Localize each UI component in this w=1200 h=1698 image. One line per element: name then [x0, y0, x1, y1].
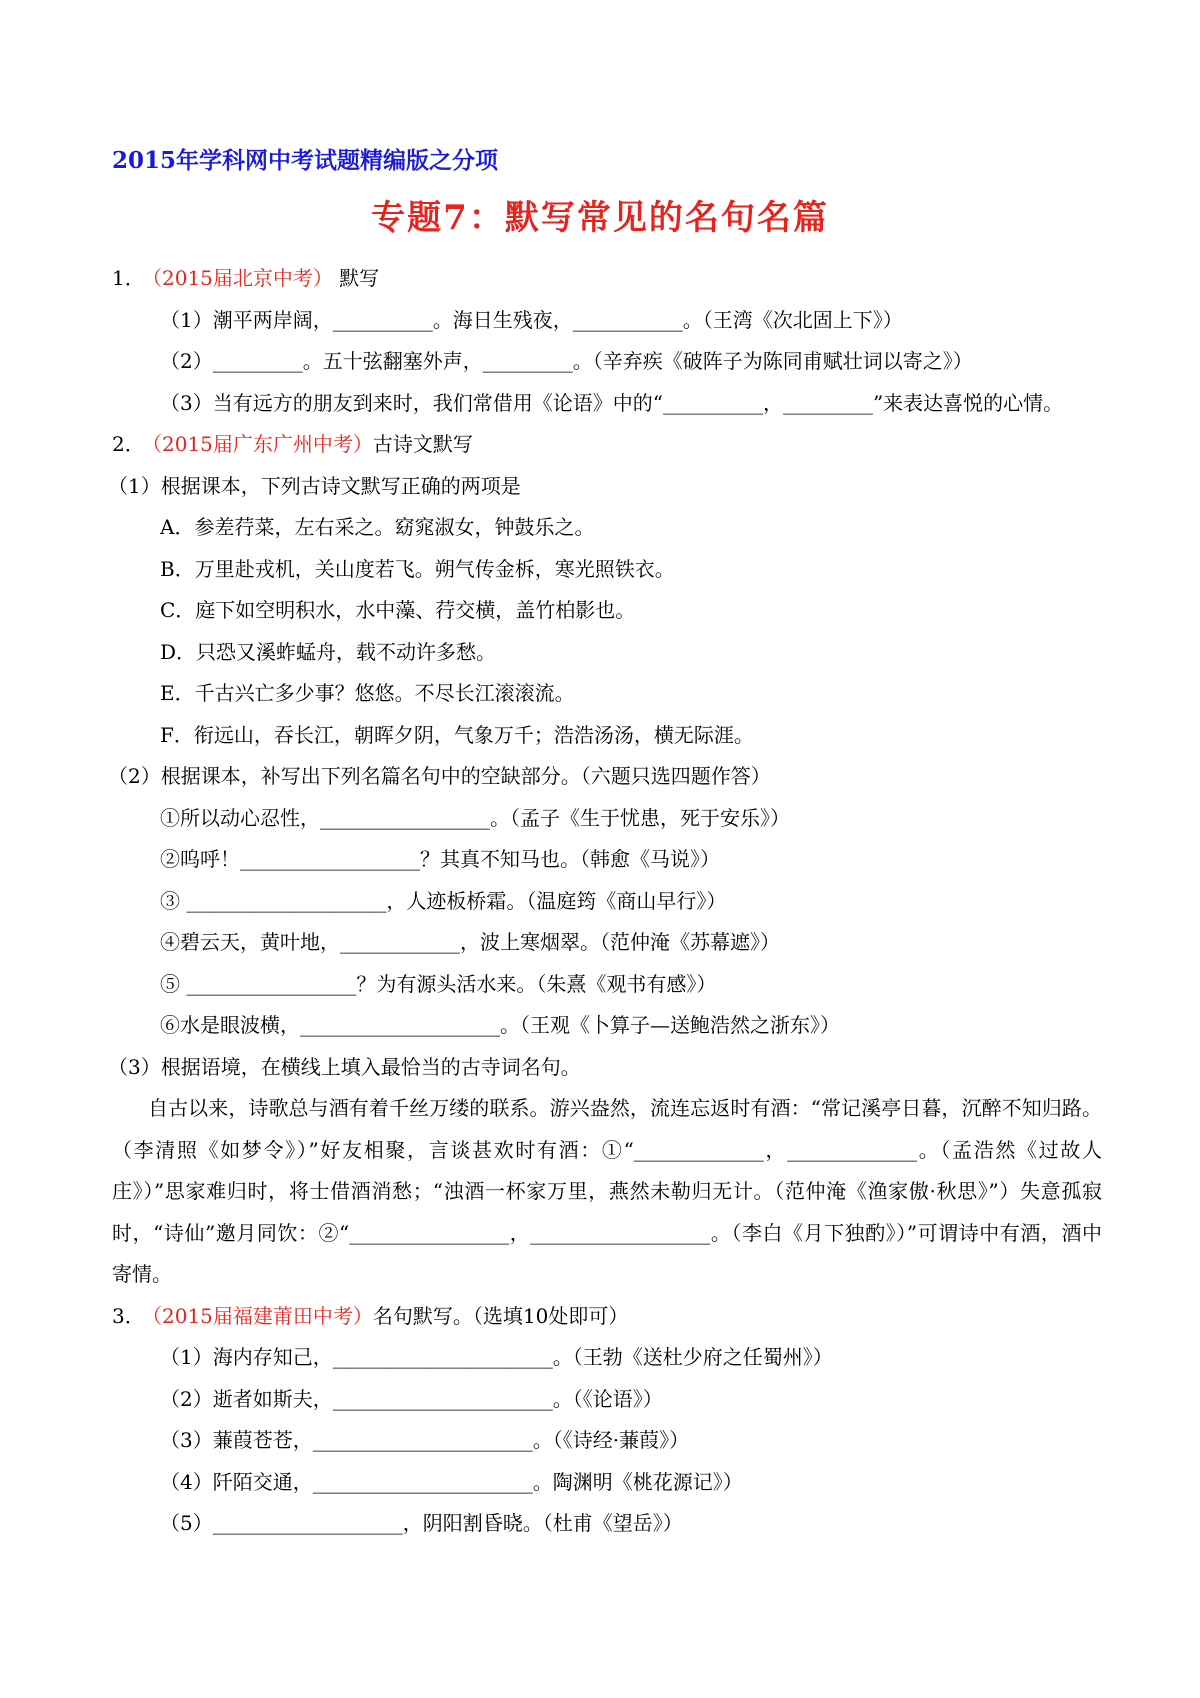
question-2-part2-intro: （2）根据课本，补写出下列名篇名句中的空缺部分。（六题只选四题作答） [108, 764, 771, 788]
question-source: （2015届北京中考） [142, 266, 333, 290]
option-a: A．参差荇菜，左右采之。窈窕淑女，钟鼓乐之。 [160, 515, 595, 539]
question-1-item: （1）潮平两岸阔，__________。海日生残夜，___________。（王湾《次北固上下》） [160, 307, 903, 332]
question-2-heading [112, 424, 1102, 466]
question-type: 古诗文默写 [372, 432, 473, 456]
fill-item: ③ ____________________，人迹板桥霜。（温庭筠《商山早行》） [160, 888, 727, 913]
fill-item: ①所以动心忍性，_________________。（孟子《生于忧患，死于安乐》） [160, 805, 790, 830]
fill-item: ⑥水是眼波横，____________________。（王观《卜算子—送鲍浩然之浙东》） [160, 1013, 840, 1037]
question-2-part1-intro: （1）根据课本，下列古诗文默写正确的两项是 [108, 473, 521, 498]
question-3-item: （2）逝者如斯夫，______________________。（《论语》） [160, 1386, 663, 1411]
question-number: 2． [112, 432, 145, 456]
option-f: F．衔远山，吞长江，朝晖夕阴，气象万千；浩浩汤汤，横无际涯。 [160, 722, 754, 747]
question-2-part3-intro: （3）根据语境，在横线上填入最恰当的古寺词名句。 [108, 1054, 581, 1079]
question-content [108, 258, 1102, 1545]
question-1-item: （2）_________。五十弦翻塞外声，_________。（辛弃疾《破阵子为陈同甫赋壮词以寄之》） [160, 349, 973, 373]
question-3-heading [112, 1296, 1102, 1338]
fill-item: ⑤ _________________？为有源头活水来。（朱熹《观书有感》） [160, 971, 717, 996]
question-number: 1． [112, 266, 145, 290]
option-d: D．只恐又溪蚱蜢舟，载不动许多愁。 [160, 639, 497, 664]
series-header: 2015年学科网中考试题精编版之分项 [112, 147, 499, 174]
question-1-heading [112, 258, 1102, 300]
option-b: B．万里赴戎机，关山度若飞。朔气传金柝，寒光照铁衣。 [160, 556, 675, 581]
question-3-item: （4）阡陌交通，______________________。陶渊明《桃花源记》） [160, 1469, 743, 1494]
question-source: （2015届广东广州中考） [142, 432, 373, 456]
question-3-item: （1）海内存知己，______________________。（王勃《送杜少府之任蜀州》） [160, 1345, 833, 1369]
question-3-item: （3）蒹葭苍苍，______________________。（《诗经·蒹葭》） [160, 1428, 690, 1452]
question-number: 3． [112, 1303, 145, 1328]
question-3-item: （5）___________________，阴阳割昏晓。（杜甫《望岳》） [160, 1511, 683, 1535]
option-e: E．千古兴亡多少事？悠悠。不尽长江滚滚流。 [160, 681, 575, 705]
question-2-part3-paragraph: 自古以来，诗歌总与酒有着千丝万缕的联系。游兴盎然，流连忘返时有酒：“常记溪亭日暮，沉醉不知归路。（李清照《如梦令》）”好友相聚，言谈甚欢时有酒：①“_____________，_____________。（孟浩然《过故人庄》）”思家难归时，将士借酒消愁；“浊酒一杯家万里，燕然未勒归无计。（范仲淹《渔家傲·秋思》”）失意孤寂时，“诗仙”邀月同饮：②“________________，__________________。（李白《月下独酌》）”可谓诗中有酒，酒中寄情。 [112, 1096, 1102, 1286]
question-type: 名句默写。（选填10处即可） [372, 1303, 629, 1328]
option-c: C．庭下如空明积水，水中藻、荇交横，盖竹柏影也。 [160, 598, 636, 622]
question-type: 默写 [332, 266, 380, 290]
fill-item: ②呜呼！__________________？其真不知马也。（韩愈《马说》） [160, 847, 720, 871]
question-source: （2015届福建莆田中考） [142, 1303, 373, 1328]
page-title: 专题7：默写常见的名句名篇 [371, 198, 829, 238]
fill-item: ④碧云天，黄叶地，____________，波上寒烟翠。（范仲淹《苏幕遮》） [160, 930, 780, 954]
question-1-item: （3）当有远方的朋友到来时，我们常借用《论语》中的“__________，_________”来表达喜悦的心情。 [160, 390, 1064, 415]
